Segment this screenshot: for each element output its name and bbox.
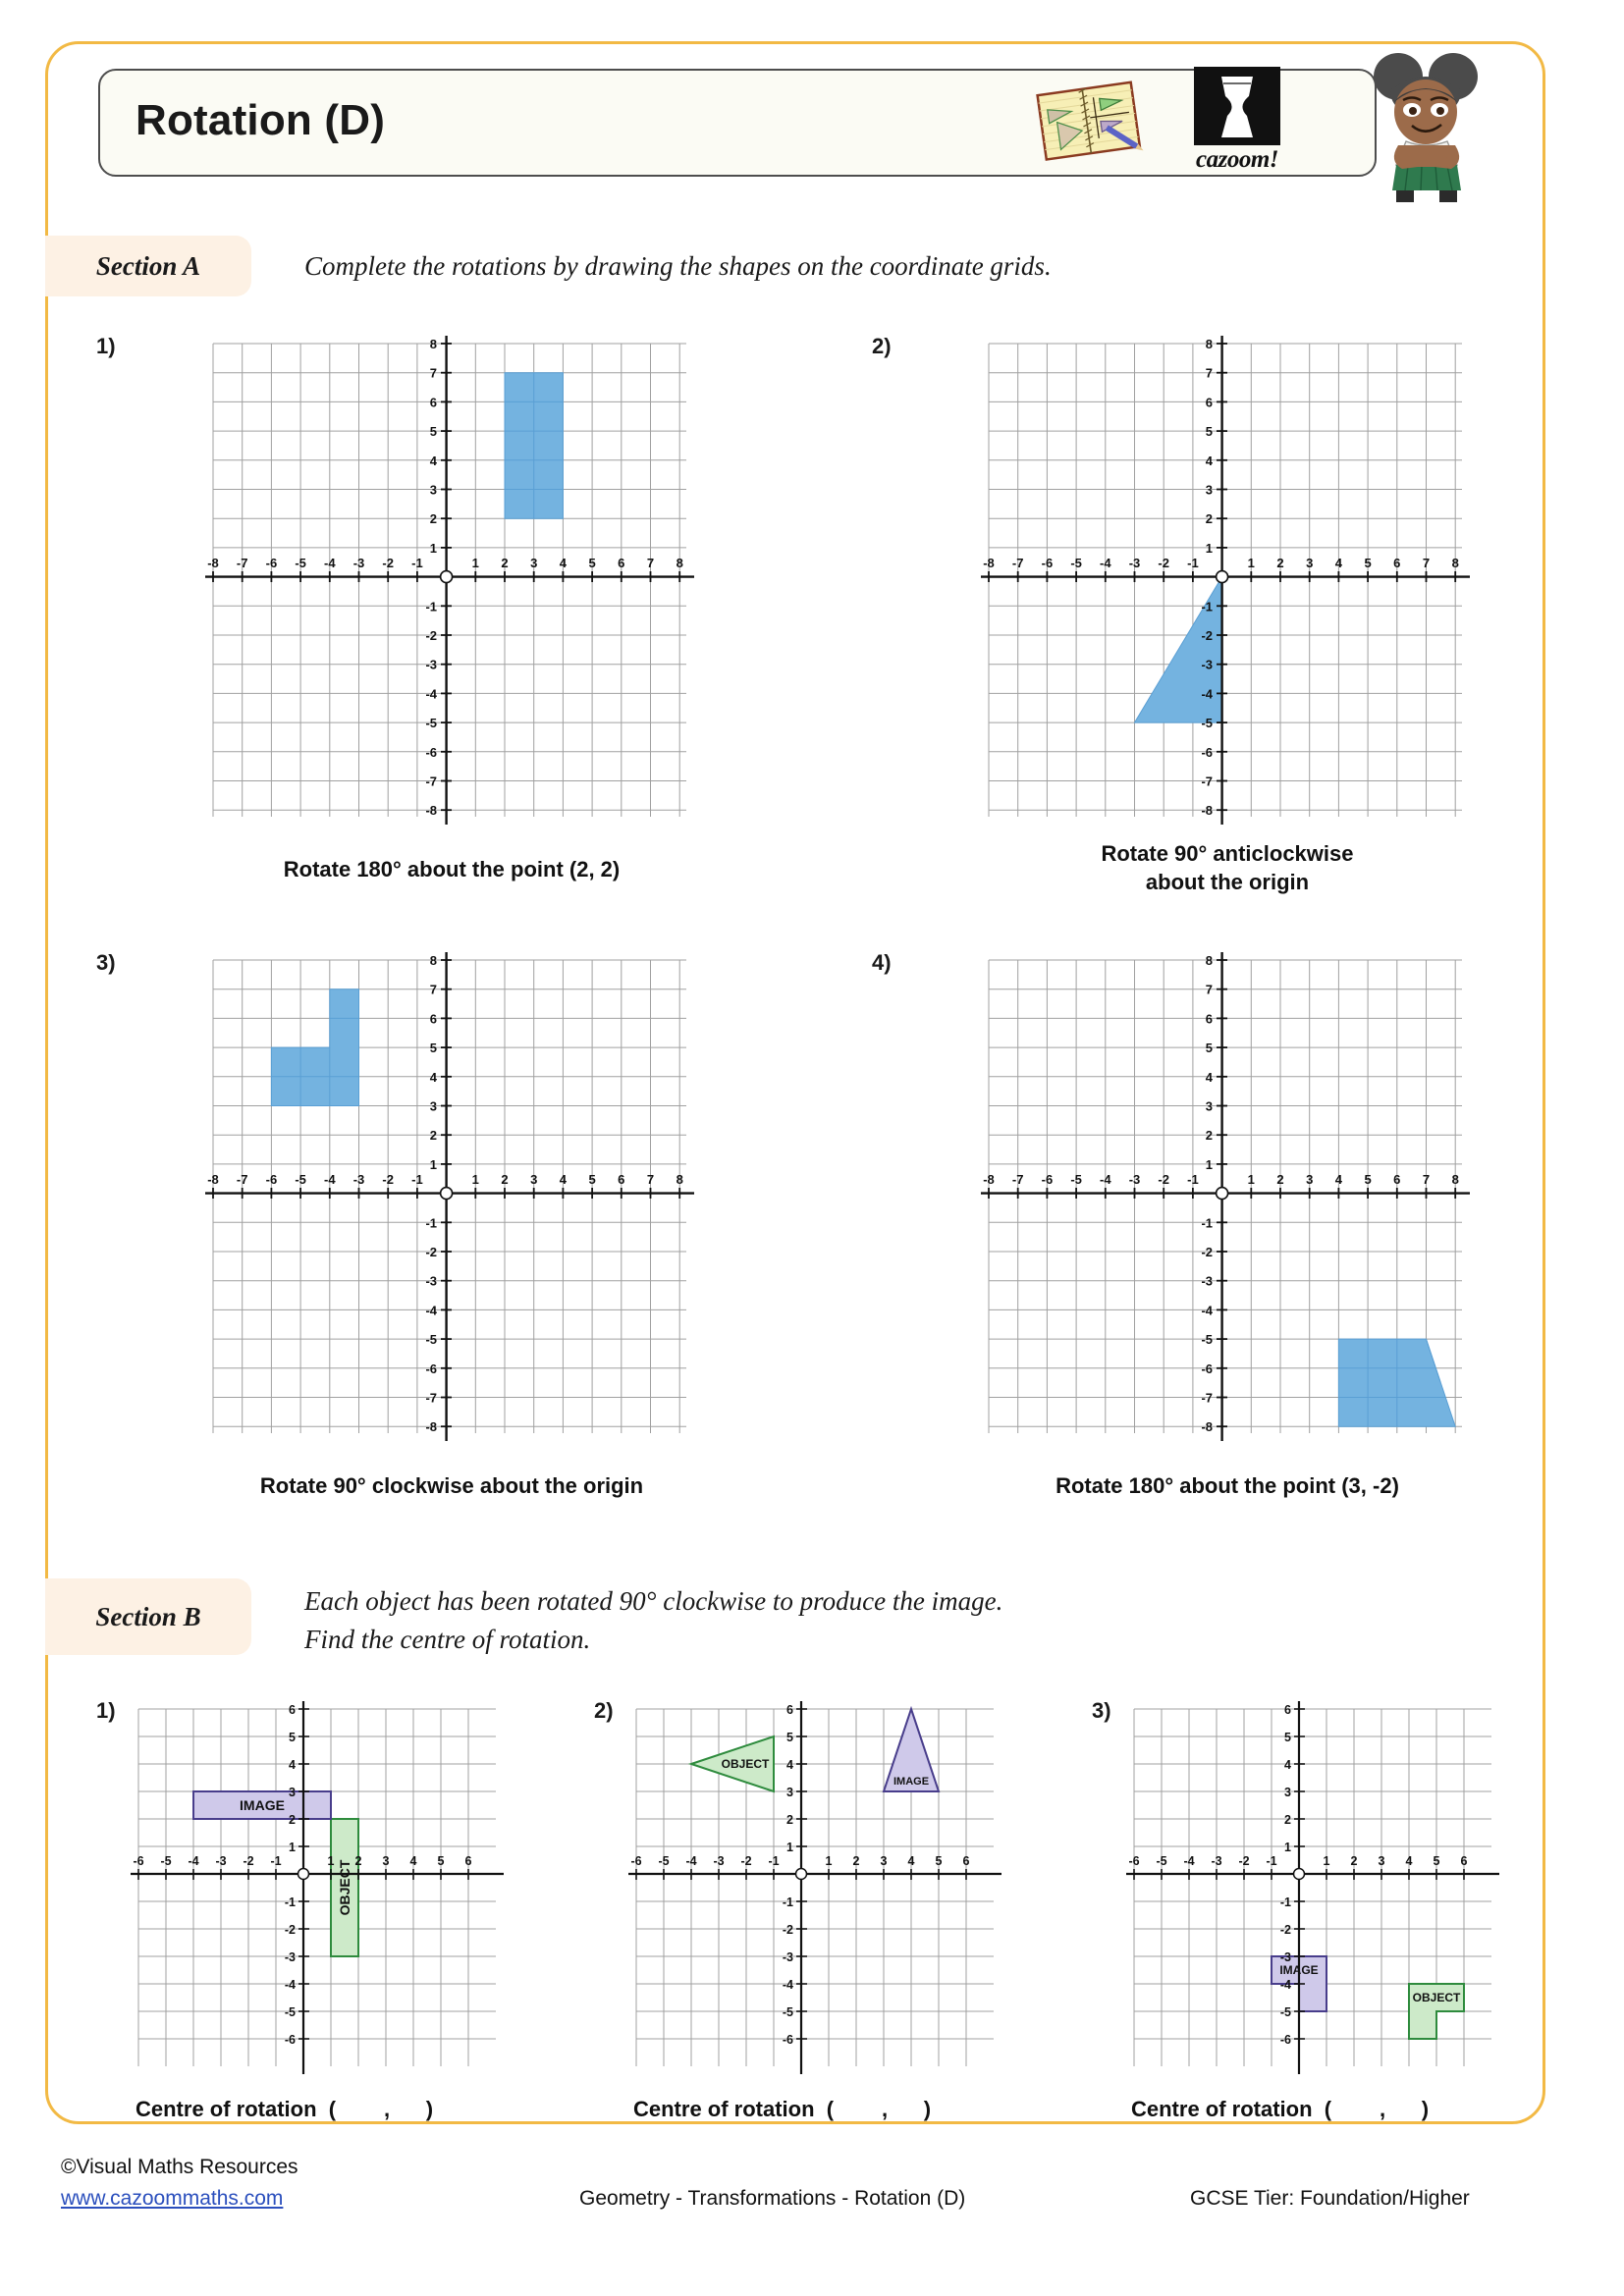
- question-number-b2: 2): [594, 1698, 614, 1723]
- svg-text:2: 2: [501, 1172, 509, 1187]
- svg-text:-6: -6: [265, 1172, 278, 1187]
- svg-text:-8: -8: [207, 556, 219, 570]
- section-a-label: Section A: [95, 250, 201, 281]
- svg-text:-7: -7: [1011, 556, 1024, 570]
- svg-text:-8: -8: [983, 1172, 995, 1187]
- svg-text:-3: -3: [1211, 1854, 1222, 1868]
- svg-text:1: 1: [1323, 1854, 1330, 1868]
- section-a-instruction: Complete the rotations by drawing the shapes on the coordinate grids.: [304, 251, 1052, 281]
- section-b-instruction-line2: Find the centre of rotation.: [304, 1625, 591, 1655]
- svg-text:1: 1: [1247, 1172, 1255, 1187]
- coordinate-grid-b3[interactable]: [1121, 1696, 1504, 2079]
- svg-text:-3: -3: [215, 1854, 227, 1868]
- svg-text:8: 8: [676, 1172, 683, 1187]
- svg-text:2: 2: [786, 1813, 793, 1827]
- svg-text:-3: -3: [1128, 556, 1141, 570]
- svg-text:-3: -3: [713, 1854, 725, 1868]
- svg-text:-2: -2: [284, 1923, 296, 1937]
- svg-text:5: 5: [588, 1172, 596, 1187]
- svg-text:4: 4: [559, 1172, 568, 1187]
- svg-text:8: 8: [1451, 556, 1459, 570]
- svg-text:3: 3: [530, 1172, 538, 1187]
- svg-text:8: 8: [676, 556, 683, 570]
- svg-text:3: 3: [1284, 1786, 1291, 1799]
- coordinate-grid-a1[interactable]: [201, 332, 698, 828]
- svg-text:-8: -8: [207, 1172, 219, 1187]
- svg-text:4: 4: [1205, 453, 1213, 468]
- svg-text:-6: -6: [133, 1854, 144, 1868]
- svg-text:-5: -5: [1156, 1854, 1167, 1868]
- svg-text:-4: -4: [685, 1854, 697, 1868]
- svg-text:-6: -6: [1041, 556, 1054, 570]
- svg-text:-5: -5: [1070, 1172, 1082, 1187]
- svg-text:-1: -1: [1279, 1896, 1291, 1909]
- svg-text:-6: -6: [1201, 1361, 1213, 1376]
- svg-text:-3: -3: [284, 1950, 296, 1964]
- svg-text:6: 6: [1205, 395, 1213, 410]
- svg-text:-4: -4: [324, 1172, 336, 1187]
- cazoom-logo: [1178, 67, 1296, 177]
- svg-text:4: 4: [1205, 1069, 1213, 1085]
- centre-of-rotation-answer-b3[interactable]: Centre of rotation ( , ): [1131, 2097, 1430, 2121]
- svg-text:5: 5: [1284, 1731, 1291, 1744]
- svg-text:7: 7: [1422, 556, 1431, 570]
- svg-text:1: 1: [1205, 1156, 1213, 1172]
- svg-text:-5: -5: [295, 1172, 306, 1187]
- svg-text:-2: -2: [382, 1172, 394, 1187]
- svg-text:-3: -3: [425, 657, 437, 672]
- shape-label-image-b2: IMAGE: [893, 1776, 930, 1788]
- svg-text:-4: -4: [1201, 1303, 1213, 1318]
- svg-text:-2: -2: [1238, 1854, 1250, 1868]
- svg-text:3: 3: [530, 556, 538, 570]
- svg-text:5: 5: [786, 1731, 793, 1744]
- svg-text:5: 5: [1433, 1854, 1440, 1868]
- svg-text:-5: -5: [782, 2005, 793, 2019]
- svg-text:-3: -3: [1201, 657, 1213, 672]
- shape-label-object-b1: OBJECT: [337, 1859, 352, 1916]
- svg-text:-1: -1: [425, 599, 437, 614]
- caption-a2-line1: Rotate 90° anticlockwise: [1101, 841, 1354, 866]
- svg-text:-7: -7: [1201, 774, 1213, 789]
- svg-text:5: 5: [289, 1731, 296, 1744]
- svg-text:-7: -7: [1201, 1390, 1213, 1406]
- coordinate-grid-a4[interactable]: [977, 948, 1474, 1445]
- svg-text:-5: -5: [1201, 716, 1213, 731]
- svg-text:6: 6: [1393, 1172, 1401, 1187]
- svg-text:4: 4: [907, 1854, 915, 1868]
- svg-text:-1: -1: [284, 1896, 296, 1909]
- question-number-b3: 3): [1092, 1698, 1111, 1723]
- svg-text:-6: -6: [284, 2033, 296, 2047]
- svg-text:3: 3: [429, 1098, 437, 1114]
- svg-text:1: 1: [471, 556, 479, 570]
- svg-text:2: 2: [1284, 1813, 1291, 1827]
- section-b-instruction: [304, 1582, 1434, 1659]
- section-b-instruction-line1: Each object has been rotated 90° clockwise to produce the image.: [304, 1586, 1003, 1616]
- svg-text:-2: -2: [1158, 556, 1169, 570]
- caption-a3: [157, 1472, 746, 1501]
- svg-text:-8: -8: [425, 1419, 437, 1435]
- svg-text:-5: -5: [284, 2005, 296, 2019]
- coordinate-grid-a2[interactable]: [977, 332, 1474, 828]
- svg-text:-1: -1: [782, 1896, 793, 1909]
- footer-topic: Geometry - Transformations - Rotation (D): [579, 2187, 966, 2210]
- svg-text:-3: -3: [1128, 1172, 1141, 1187]
- svg-text:-1: -1: [1201, 1215, 1213, 1231]
- svg-text:5: 5: [588, 556, 596, 570]
- svg-text:1: 1: [1247, 556, 1255, 570]
- svg-text:3: 3: [1205, 1098, 1213, 1114]
- page-footer: [0, 2156, 1624, 2264]
- svg-text:-3: -3: [352, 556, 365, 570]
- svg-text:6: 6: [1284, 1703, 1291, 1717]
- svg-text:5: 5: [437, 1854, 445, 1868]
- svg-text:6: 6: [786, 1703, 793, 1717]
- svg-text:-3: -3: [425, 1273, 437, 1289]
- svg-text:-2: -2: [382, 556, 394, 570]
- svg-text:-5: -5: [425, 1332, 437, 1348]
- svg-text:-6: -6: [1279, 2033, 1291, 2047]
- section-b-pill: [45, 1578, 251, 1655]
- svg-text:6: 6: [289, 1703, 296, 1717]
- svg-text:7: 7: [1422, 1172, 1431, 1187]
- svg-text:7: 7: [429, 982, 437, 997]
- svg-text:5: 5: [429, 424, 437, 440]
- coordinate-grid-a3[interactable]: [201, 948, 698, 1445]
- caption-a4-line1: Rotate 180° about the point (3, -2): [1056, 1473, 1399, 1498]
- svg-text:-1: -1: [1187, 556, 1199, 570]
- svg-text:-6: -6: [1201, 744, 1213, 760]
- svg-text:3: 3: [880, 1854, 888, 1868]
- svg-text:-2: -2: [1201, 628, 1213, 643]
- shape-label-object-b3: OBJECT: [1412, 1991, 1461, 2004]
- student-mascot-icon: [1363, 47, 1490, 204]
- svg-text:-3: -3: [352, 1172, 365, 1187]
- svg-text:3: 3: [429, 482, 437, 498]
- svg-text:1: 1: [1205, 540, 1213, 556]
- svg-text:2: 2: [429, 1128, 437, 1144]
- svg-text:-5: -5: [425, 716, 437, 731]
- svg-text:2: 2: [289, 1813, 296, 1827]
- svg-text:-1: -1: [768, 1854, 780, 1868]
- footer-copyright: ©Visual Maths Resources: [61, 2156, 298, 2178]
- svg-text:-6: -6: [1041, 1172, 1054, 1187]
- svg-text:5: 5: [935, 1854, 943, 1868]
- svg-text:-2: -2: [425, 1245, 437, 1259]
- svg-text:2: 2: [1276, 1172, 1284, 1187]
- svg-text:7: 7: [646, 1172, 655, 1187]
- svg-text:-4: -4: [1183, 1854, 1195, 1868]
- svg-text:1: 1: [471, 1172, 479, 1187]
- svg-text:2: 2: [1276, 556, 1284, 570]
- cazoom-wordmark: cazoom!: [1196, 146, 1278, 173]
- svg-text:6: 6: [962, 1854, 970, 1868]
- section-a-pill: [45, 236, 251, 296]
- svg-text:-5: -5: [1201, 1332, 1213, 1348]
- svg-text:5: 5: [429, 1041, 437, 1056]
- svg-text:-7: -7: [425, 1390, 437, 1406]
- svg-text:4: 4: [289, 1758, 296, 1772]
- svg-text:3: 3: [1205, 482, 1213, 498]
- svg-text:-4: -4: [425, 1303, 437, 1318]
- svg-text:-2: -2: [1158, 1172, 1169, 1187]
- svg-text:-4: -4: [782, 1978, 793, 1992]
- svg-text:8: 8: [429, 953, 437, 968]
- svg-text:-1: -1: [411, 1172, 423, 1187]
- shape-label-image-b3: IMAGE: [1279, 1963, 1319, 1977]
- footer-website-link[interactable]: www.cazoommaths.com: [61, 2187, 284, 2210]
- svg-text:1: 1: [429, 540, 437, 556]
- svg-text:7: 7: [1205, 982, 1213, 997]
- svg-text:5: 5: [1364, 556, 1372, 570]
- svg-text:1: 1: [1284, 1841, 1291, 1854]
- svg-text:7: 7: [429, 365, 437, 381]
- svg-text:-5: -5: [160, 1854, 172, 1868]
- svg-text:-5: -5: [1070, 556, 1082, 570]
- svg-text:4: 4: [429, 1069, 437, 1085]
- svg-text:4: 4: [1334, 1172, 1343, 1187]
- svg-text:3: 3: [786, 1786, 793, 1799]
- svg-text:-5: -5: [295, 556, 306, 570]
- svg-text:-6: -6: [425, 1361, 437, 1376]
- centre-of-rotation-answer-b1[interactable]: Centre of rotation ( , ): [135, 2097, 434, 2121]
- svg-text:6: 6: [618, 556, 625, 570]
- svg-text:-1: -1: [425, 1215, 437, 1231]
- svg-text:4: 4: [559, 556, 568, 570]
- section-b-label: Section B: [95, 1601, 201, 1631]
- svg-text:8: 8: [1451, 1172, 1459, 1187]
- svg-text:3: 3: [1306, 1172, 1314, 1187]
- coordinate-grid-b1[interactable]: [126, 1696, 509, 2079]
- svg-text:1: 1: [786, 1841, 793, 1854]
- svg-text:-2: -2: [425, 628, 437, 643]
- svg-text:-7: -7: [425, 774, 437, 789]
- svg-text:8: 8: [1205, 953, 1213, 968]
- svg-text:2: 2: [501, 556, 509, 570]
- question-number-a3: 3): [96, 950, 116, 975]
- svg-text:4: 4: [1405, 1854, 1413, 1868]
- svg-text:2: 2: [429, 511, 437, 527]
- notebook-triangles-icon: [1036, 79, 1144, 167]
- svg-text:2: 2: [1205, 511, 1213, 527]
- caption-a4: [933, 1472, 1522, 1501]
- svg-text:-4: -4: [425, 686, 437, 702]
- svg-text:-4: -4: [188, 1854, 199, 1868]
- svg-text:4: 4: [786, 1758, 793, 1772]
- svg-text:-2: -2: [740, 1854, 752, 1868]
- svg-text:6: 6: [1205, 1011, 1213, 1027]
- question-number-a2: 2): [872, 334, 892, 358]
- svg-text:-2: -2: [1279, 1923, 1291, 1937]
- svg-text:-5: -5: [1279, 2005, 1291, 2019]
- svg-text:-8: -8: [1201, 803, 1213, 819]
- svg-text:-5: -5: [658, 1854, 670, 1868]
- svg-text:-6: -6: [782, 2033, 793, 2047]
- svg-text:-6: -6: [1128, 1854, 1140, 1868]
- svg-text:1: 1: [289, 1841, 296, 1854]
- shape-label-image-b1: IMAGE: [240, 1797, 285, 1813]
- svg-text:-6: -6: [265, 556, 278, 570]
- svg-text:7: 7: [1205, 365, 1213, 381]
- svg-text:6: 6: [1460, 1854, 1468, 1868]
- svg-text:-1: -1: [1187, 1172, 1199, 1187]
- svg-text:5: 5: [1364, 1172, 1372, 1187]
- caption-a2-line2: about the origin: [1145, 869, 1310, 894]
- svg-text:6: 6: [464, 1854, 472, 1868]
- svg-text:4: 4: [1284, 1758, 1291, 1772]
- svg-text:-2: -2: [1201, 1245, 1213, 1259]
- svg-text:-6: -6: [630, 1854, 642, 1868]
- svg-text:-2: -2: [243, 1854, 254, 1868]
- svg-text:-7: -7: [236, 1172, 248, 1187]
- svg-text:4: 4: [409, 1854, 417, 1868]
- svg-text:5: 5: [1205, 1041, 1213, 1056]
- coordinate-grid-b2[interactable]: [623, 1696, 1006, 2079]
- svg-text:3: 3: [289, 1786, 296, 1799]
- svg-text:1: 1: [327, 1854, 335, 1868]
- shape-label-object-b2: OBJECT: [721, 1757, 770, 1771]
- svg-text:3: 3: [1306, 556, 1314, 570]
- svg-text:-1: -1: [1266, 1854, 1277, 1868]
- svg-text:7: 7: [646, 556, 655, 570]
- svg-text:1: 1: [429, 1156, 437, 1172]
- svg-text:-4: -4: [1279, 1978, 1291, 1992]
- centre-of-rotation-answer-b2[interactable]: Centre of rotation ( , ): [633, 2097, 932, 2121]
- svg-text:4: 4: [1334, 556, 1343, 570]
- caption-a1-line1: Rotate 180° about the point (2, 2): [283, 857, 621, 881]
- svg-text:6: 6: [429, 1011, 437, 1027]
- page-title: Rotation (D): [135, 96, 386, 144]
- question-number-a4: 4): [872, 950, 892, 975]
- question-number-b1: 1): [96, 1698, 116, 1723]
- svg-text:3: 3: [382, 1854, 390, 1868]
- svg-text:2: 2: [1205, 1128, 1213, 1144]
- svg-text:-3: -3: [1279, 1950, 1291, 1964]
- svg-text:-4: -4: [1100, 556, 1111, 570]
- svg-text:-8: -8: [425, 803, 437, 819]
- svg-text:-6: -6: [425, 744, 437, 760]
- svg-text:-7: -7: [1011, 1172, 1024, 1187]
- svg-text:-4: -4: [1100, 1172, 1111, 1187]
- svg-text:5: 5: [1205, 424, 1213, 440]
- svg-text:2: 2: [354, 1854, 362, 1868]
- question-number-a1: 1): [96, 334, 116, 358]
- caption-a3-line1: Rotate 90° clockwise about the origin: [259, 1473, 644, 1498]
- svg-text:-1: -1: [270, 1854, 282, 1868]
- svg-text:-2: -2: [782, 1923, 793, 1937]
- svg-text:2: 2: [852, 1854, 860, 1868]
- svg-text:8: 8: [1205, 337, 1213, 351]
- svg-text:-7: -7: [236, 556, 248, 570]
- svg-text:4: 4: [429, 453, 437, 468]
- svg-text:-3: -3: [1201, 1273, 1213, 1289]
- svg-text:6: 6: [618, 1172, 625, 1187]
- footer-tier: GCSE Tier: Foundation/Higher: [1190, 2187, 1470, 2210]
- svg-text:-4: -4: [324, 556, 336, 570]
- svg-text:3: 3: [1378, 1854, 1385, 1868]
- svg-text:-1: -1: [1201, 599, 1213, 614]
- svg-text:-4: -4: [284, 1978, 296, 1992]
- svg-text:1: 1: [825, 1854, 833, 1868]
- svg-text:6: 6: [1393, 556, 1401, 570]
- svg-text:-8: -8: [1201, 1419, 1213, 1435]
- caption-a1: [157, 856, 746, 884]
- svg-text:8: 8: [429, 337, 437, 351]
- svg-text:-3: -3: [782, 1950, 793, 1964]
- svg-text:-4: -4: [1201, 686, 1213, 702]
- svg-text:-8: -8: [983, 556, 995, 570]
- caption-a2: [933, 840, 1522, 896]
- svg-text:2: 2: [1350, 1854, 1358, 1868]
- svg-text:-1: -1: [411, 556, 423, 570]
- svg-text:6: 6: [429, 395, 437, 410]
